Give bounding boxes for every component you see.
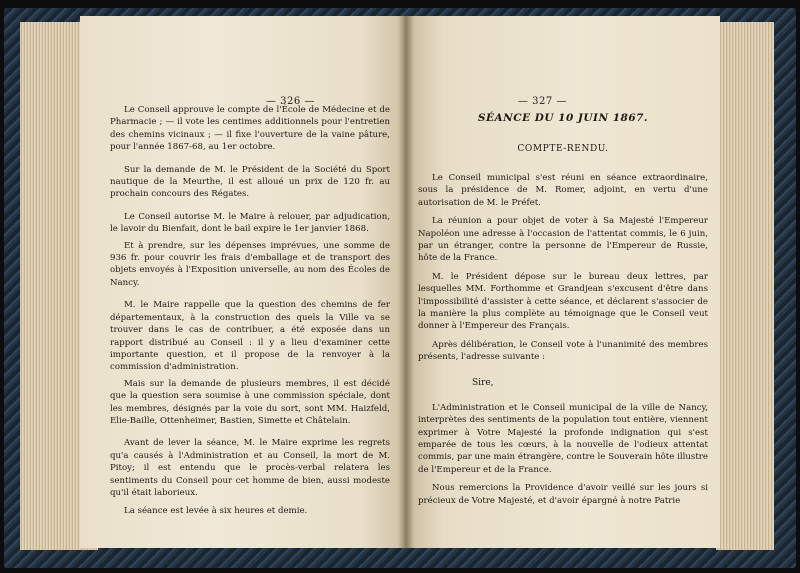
paragraph: Sur la demande de M. le Président de la Société du Sport nautique de la Meurthe, il est alloué un prix de 120 fr. au prochain concours des Régates.: [110, 164, 390, 200]
right-page-edges: [716, 22, 774, 550]
paragraph: M. le Maire rappelle que la question des chemins de fer départementaux, à la construction des quels la Ville va se trouver dans le cas de contribuer, a été exposée dans un rapport distribué au Conseil : il y a lieu d'examiner cette importante question, et il propose de la renvoyer à la commission d'administration.: [110, 300, 390, 373]
paragraph: L'Administration et le Conseil municipal de la ville de Nancy, interprètes des sentiments de la population tout entière, viennent exprimer à Votre Majesté la profonde indignation qui s'est emparée de tous les cœurs, à la nouvelle de l'odieux attentat commis, par une main étrangère, contre le Souverain hôte illustre de l'Empereur et de la France.: [418, 402, 708, 475]
session-title: SÉANCE DU 10 JUIN 1867.: [477, 112, 649, 124]
section-heading: COMPTE-RENDU.: [517, 144, 609, 154]
paragraph: Le Conseil municipal s'est réuni en séance extraordinaire, sous la présidence de M. Romer, adjoint, en vertu d'une autorisation de M. le Préfet.: [418, 173, 708, 208]
salutation: Sire,: [472, 377, 494, 388]
right-page: [406, 16, 720, 548]
page-number: — 327 —: [518, 96, 567, 107]
page-number: — 326 —: [266, 96, 315, 107]
paragraph: M. le Président dépose sur le bureau deux lettres, par lesquelles MM. Forthomme et Grandjean s'excusent d'être dans l'impossibilité d'assister à cette séance, et déclarent s'associer de la manière la plus complète au témoignage que le Conseil veut donner à l'Empereur des Français.: [418, 271, 708, 332]
paragraph: Et à prendre, sur les dépenses imprévues, une somme de 936 fr. pour couvrir les frais d'emballage et de transport des objets envoyés à l'Exposition universelle, au nom des Écoles de Nancy.: [110, 240, 390, 288]
left-page: [80, 16, 406, 548]
paragraph: Le Conseil approuve le compte de l'École de Médecine et de Pharmacie ; — il vote les centimes additionnels pour l'entretien des chemins vicinaux ; — il fixe l'ouverture de la vaine pâture, pour l'année 1867-68, au 1er octobre.: [110, 105, 390, 153]
paragraph: Nous remercions la Providence d'avoir veillé sur les jours si précieux de Votre Majesté, et d'avoir épargné à notre Patrie: [418, 483, 708, 506]
paragraph: La séance est levée à six heures et demie.: [124, 506, 308, 517]
paragraph: Mais sur la demande de plusieurs membres, il est décidé que la question sera soumise à une commission spéciale, dont les membres, désignés par la voie du sort, sont MM. Haizfeld, Elie-Baille, Ottenheimer, Bastien, Simette et Châtelain.: [110, 378, 390, 426]
book-gutter: [398, 16, 414, 548]
paragraph: Après délibération, le Conseil vote à l'unanimité des membres présents, l'adresse suivante :: [418, 339, 708, 363]
paragraph: Avant de lever la séance, M. le Maire exprime les regrets qu'a causés à l'Administration et au Conseil, la mort de M. Pitoy; il est entendu que le procès-verbal relatera les sentiments du Conseil pour cet homme de bien, aussi modeste qu'il était laborieux.: [110, 438, 390, 498]
paragraph: La réunion a pour objet de voter à Sa Majesté l'Empereur Napoléon une adresse à l'occasion de l'attentat commis, le 6 juin, par un étranger, contre la personne de l'Empereur de Russie, hôte de la France.: [418, 216, 708, 264]
paragraph: Le Conseil autorise M. le Maire à relouer, par adjudication, le lavoir du Bienfait, dont le bail expire le 1er janvier 1868.: [110, 211, 390, 235]
